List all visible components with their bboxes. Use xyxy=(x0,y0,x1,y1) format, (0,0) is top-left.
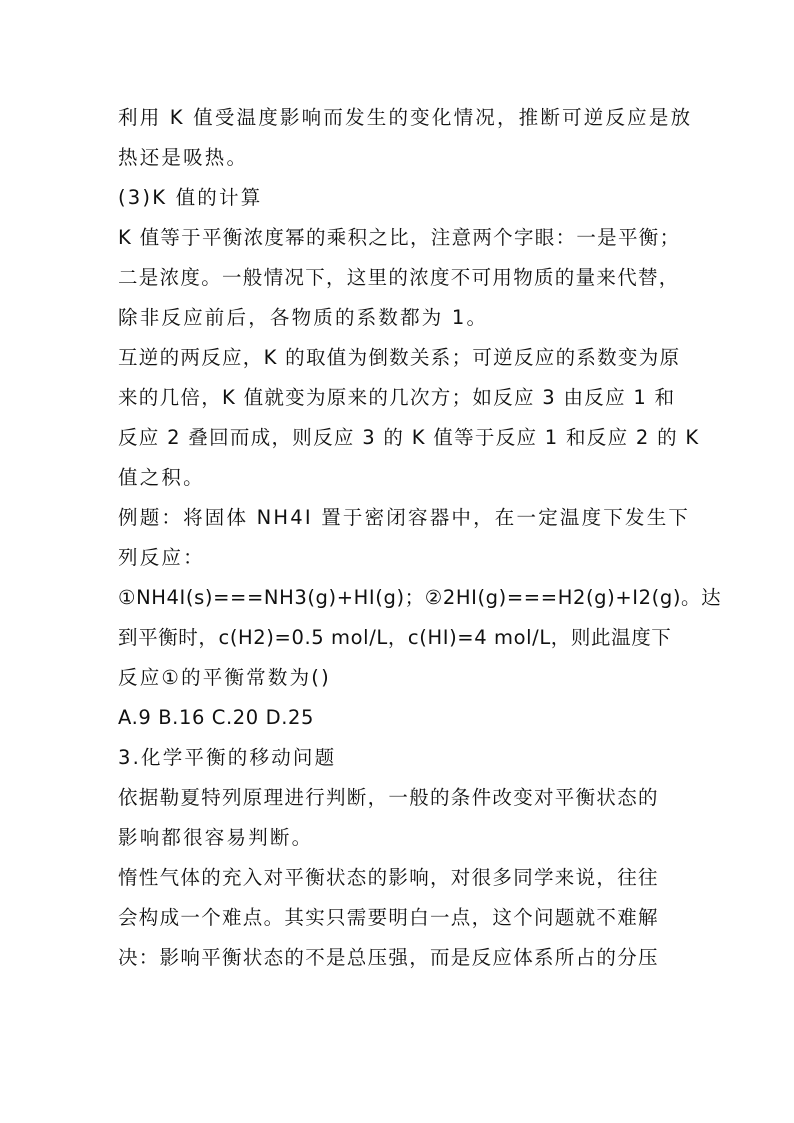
equilibrium-condition: 到平衡时，c(H2)=0.5 mol/L，c(HI)=4 mol/L，则此温度下 xyxy=(118,626,672,649)
question-line: 反应①的平衡常数为() xyxy=(118,666,331,689)
reaction-equation: ①NH4I(s)===NH3(g)+HI(g)；②2HI(g)===H2(g)+I2(g)。达 xyxy=(118,586,722,609)
paragraph-line: 除非反应前后，各物质的系数都为 1。 xyxy=(118,306,489,329)
paragraph-line: 二是浓度。一般情况下，这里的浓度不可用物质的量来代替， xyxy=(118,266,680,289)
example-line: 例题：将固体 NH4I 置于密闭容器中，在一定温度下发生下 xyxy=(118,506,691,529)
paragraph-line: 依据勒夏特列原理进行判断，一般的条件改变对平衡状态的 xyxy=(118,786,659,809)
example-line: 列反应： xyxy=(118,546,205,569)
paragraph-line: 会构成一个难点。其实只需要明白一点，这个问题就不难解 xyxy=(118,906,659,929)
paragraph-line: 决：影响平衡状态的不是总压强，而是反应体系所占的分压 xyxy=(118,946,659,969)
paragraph-line: K 值等于平衡浓度幂的乘积之比，注意两个字眼：一是平衡； xyxy=(118,226,681,249)
paragraph-line: 热还是吸热。 xyxy=(118,146,249,169)
paragraph-line: 惰性气体的充入对平衡状态的影响，对很多同学来说，往往 xyxy=(118,866,659,889)
document-body xyxy=(118,98,722,978)
paragraph-line: 互逆的两反应，K 的取值为倒数关系；可逆反应的系数变为原 xyxy=(118,346,681,369)
paragraph-line: 来的几倍，K 值就变为原来的几次方；如反应 3 由反应 1 和 xyxy=(118,386,676,409)
section-heading: 3.化学平衡的移动问题 xyxy=(118,746,337,769)
paragraph-line: 值之积。 xyxy=(118,466,205,489)
paragraph-line: 反应 2 叠回而成，则反应 3 的 K 值等于反应 1 和反应 2 的 K xyxy=(118,426,700,449)
paragraph-line: 影响都很容易判断。 xyxy=(118,826,314,849)
section-heading: (3)K 值的计算 xyxy=(118,186,263,209)
paragraph-line: 利用 K 值受温度影响而发生的变化情况，推断可逆反应是放 xyxy=(118,106,693,129)
answer-options: A.9 B.16 C.20 D.25 xyxy=(118,706,315,729)
